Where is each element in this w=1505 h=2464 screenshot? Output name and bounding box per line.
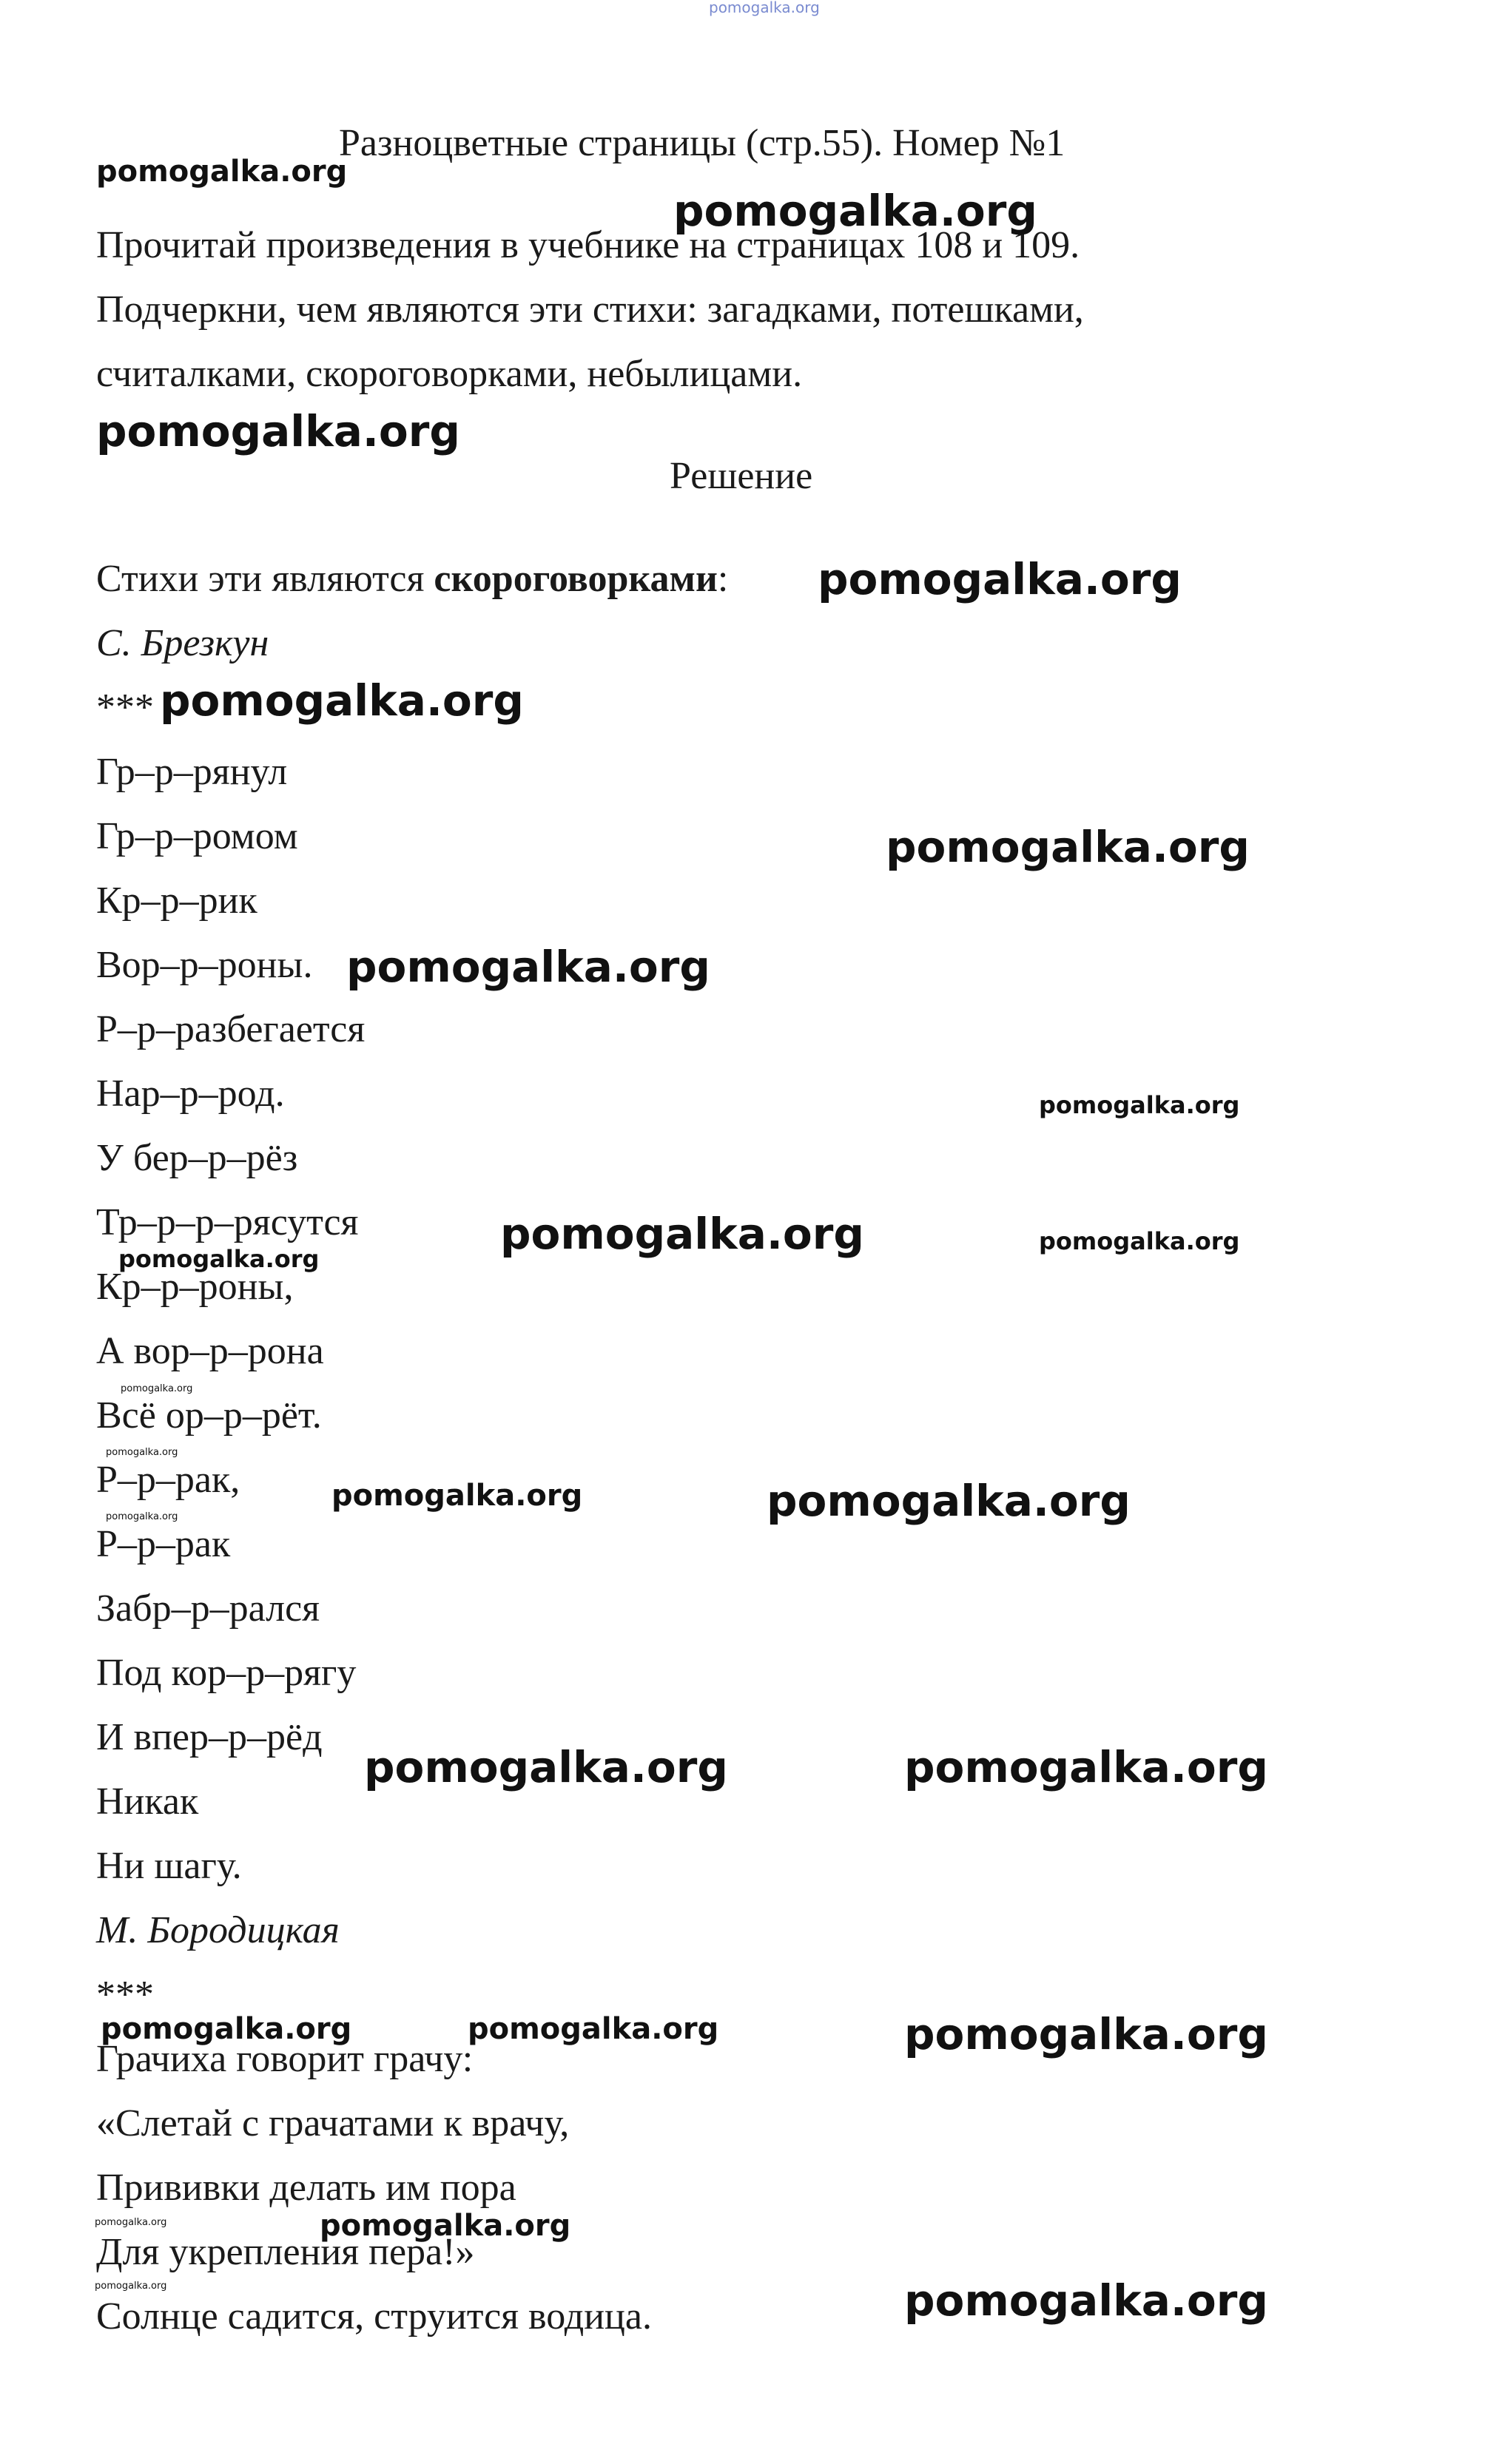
poem1-line: Р–р–разбегается [96,1008,366,1050]
poem1-line: Вор–р–роны. [96,944,313,986]
watermark: pomogalka.org [904,2275,1268,2326]
watermark: pomogalka.org [106,1447,178,1458]
watermark: pomogalka.org [106,1511,178,1522]
watermark: pomogalka.org [101,2012,352,2046]
watermark: pomogalka.org [320,2209,571,2243]
poem2-author: М. Бородицкая [96,1909,340,1951]
watermark: pomogalka.org [904,1742,1268,1792]
watermark: pomogalka.org [904,2009,1268,2059]
answer-suffix: : [717,558,729,600]
watermark: pomogalka.org [1039,1227,1240,1255]
poem1-line: Всё ор–р–рёт. [96,1394,322,1437]
watermark: pomogalka.org [96,155,348,189]
poem1-line: У бер–р–рёз [96,1137,298,1179]
poem1-line: Кр–р–роны, [96,1266,294,1308]
watermark: pomogalka.org [673,186,1037,236]
poem1-line: Кр–р–рик [96,880,257,922]
poem1-line: И впер–р–рёд [96,1716,323,1758]
watermark: pomogalka.org [818,554,1182,604]
answer-prefix: Стихи эти являются [96,558,434,600]
watermark: pomogalka.org [96,406,460,456]
watermark: pomogalka.org [500,1209,864,1259]
watermark: pomogalka.org [160,675,524,726]
task-line-2: Подчеркни, чем являются эти стихи: загадками, потешками, [96,288,1084,331]
watermark: pomogalka.org [346,942,710,992]
poem1-line: Нар–р–род. [96,1073,285,1115]
solution-heading: Решение [670,455,813,497]
poem2-line: Прививки делать им пора [96,2167,516,2209]
poem1-line: Забр–р–рался [96,1587,320,1630]
task-line-1: Прочитай произведения в учебнике на страницах 108 и 109. [96,224,1080,266]
watermark: pomogalka.org [767,1476,1131,1526]
poem1-line: Под кор–р–рягу [96,1652,357,1694]
watermark: pomogalka.org [331,1479,583,1513]
watermark: pomogalka.org [121,1383,193,1394]
page-title: Разноцветные страницы (стр.55). Номер №1 [339,122,1065,164]
task-line-3: считалками, скороговорками, небылицами. [96,353,803,395]
poem1-line: Р–р–рак, [96,1459,240,1501]
watermark: pomogalka.org [364,1742,728,1792]
poem1-stars: *** [96,686,154,729]
poem1-author: С. Брезкун [96,622,269,664]
poem1-line: Гр–р–рянул [96,751,288,793]
answer-text [96,556,728,603]
poem1-line: А вор–р–рона [96,1330,324,1372]
poem1-line: Никак [96,1781,199,1823]
poem2-line: Грачиха говорит грачу: [96,2038,474,2080]
watermark: pomogalka.org [886,822,1250,872]
poem1-line: Ни шагу. [96,1845,242,1887]
watermark: pomogalka.org [1039,1091,1240,1119]
poem1-line: Тр–р–р–рясутся [96,1201,359,1243]
poem2-line: Солнце садится, струится водица. [96,2295,652,2338]
poem2-stars: *** [96,1974,154,2016]
poem1-line: Р–р–рак [96,1523,231,1565]
poem2-line: Для укрепления пера!» [96,2231,475,2273]
watermark: pomogalka.org [709,0,820,16]
poem1-line: Гр–р–ромом [96,815,298,857]
poem2-line: «Слетай с грачатами к врачу, [96,2102,570,2144]
watermark: pomogalka.org [468,2012,719,2046]
answer-bold: скороговорками [434,558,718,600]
watermark: pomogalka.org [118,1245,320,1273]
watermark: pomogalka.org [95,2281,167,2292]
watermark: pomogalka.org [95,2217,167,2228]
